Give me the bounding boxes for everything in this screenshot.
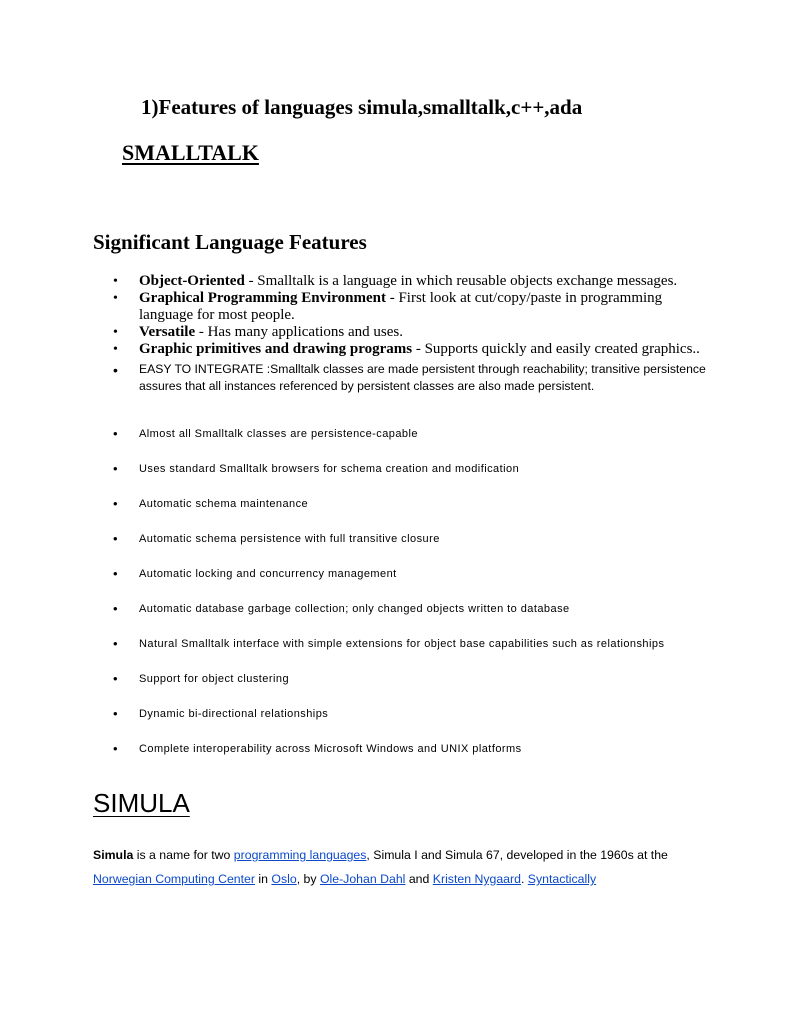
ole-johan-dahl-link[interactable]: Ole-Johan Dahl [319, 872, 406, 886]
kristen-nygaard-link[interactable]: Kristen Nygaard [432, 872, 521, 886]
bullet-icon: • [113, 601, 118, 616]
list-item-text: Automatic schema persistence with full transitive closure [139, 533, 440, 545]
bullet-icon: • [113, 496, 118, 511]
list-item-text: Automatic locking and concurrency management [139, 568, 397, 580]
list-item-text: Uses standard Smalltalk browsers for schema creation and modification [139, 463, 520, 475]
list-item [0, 632, 699, 656]
list-item [0, 273, 709, 290]
bullet-icon: • [113, 566, 118, 581]
feature-term: Versatile [139, 324, 196, 340]
smalltalk-heading: SMALLTALK [122, 140, 259, 165]
list-item [0, 361, 709, 395]
list-item-text: Dynamic bi-directional relationships [139, 708, 329, 720]
persistence-feature-list [0, 422, 791, 772]
paragraph-text: in [255, 872, 272, 886]
norwegian-computing-center-link[interactable]: Norwegian Computing Center [93, 872, 255, 886]
bullet-icon: • [113, 636, 118, 651]
easy-to-integrate-text: EASY TO INTEGRATE :Smalltalk classes are made persistent through reachability; transitive persistence assures that all instances referenced by persistent classes are also made persistent. [139, 362, 706, 393]
list-item [0, 290, 709, 324]
paragraph-text: . [520, 872, 528, 886]
significant-features-heading: Significant Language Features [93, 230, 367, 254]
bullet-icon: • [113, 461, 118, 476]
feature-text: - Has many applications and uses. [195, 324, 403, 340]
feature-term: Graphic primitives and drawing programs [139, 341, 413, 357]
list-item-text: Complete interoperability across Microsoft Windows and UNIX platforms [139, 743, 522, 755]
list-item-text: Natural Smalltalk interface with simple extensions for object base capabilities such as relationships [139, 638, 665, 650]
list-item [0, 324, 709, 341]
list-item [0, 527, 699, 551]
list-item [0, 667, 699, 691]
list-item [0, 562, 699, 586]
syntactically-link[interactable]: Syntactically [527, 872, 597, 886]
oslo-link[interactable]: Oslo [271, 872, 297, 886]
list-item-text: Support for object clustering [139, 673, 290, 685]
programming-languages-link[interactable]: programming languages [233, 848, 367, 862]
simula-heading: SIMULA [93, 788, 190, 818]
bullet-icon: • [113, 741, 118, 756]
list-item [0, 737, 699, 761]
list-item [0, 457, 699, 481]
simula-term: Simula [93, 848, 134, 862]
bullet-icon: • [113, 362, 118, 378]
list-item [0, 341, 709, 358]
bullet-icon: • [113, 426, 118, 441]
list-item-text: Automatic database garbage collection; only changed objects written to database [139, 603, 570, 615]
bullet-icon: • [113, 342, 118, 357]
bullet-icon: • [113, 274, 118, 289]
bullet-icon: • [113, 291, 118, 306]
list-item [0, 422, 699, 446]
list-item-text: Almost all Smalltalk classes are persistence-capable [139, 428, 418, 440]
paragraph-text: , by [296, 872, 320, 886]
simula-paragraph [93, 843, 708, 891]
list-item [0, 597, 699, 621]
list-item [0, 702, 699, 726]
paragraph-text: is a name for two [133, 848, 234, 862]
smalltalk-feature-list [0, 273, 791, 395]
bullet-icon: • [113, 325, 118, 340]
paragraph-text: and [405, 872, 433, 886]
feature-text: - First look at cut/copy/paste in programming language for most people. [139, 290, 663, 323]
bullet-icon: • [113, 671, 118, 686]
bullet-icon: • [113, 531, 118, 546]
bullet-icon: • [113, 706, 118, 721]
list-item [0, 492, 699, 516]
paragraph-text: , Simula I and Simula 67, developed in the 1960s at the [366, 848, 668, 862]
feature-text: - Smalltalk is a language in which reusable objects exchange messages. [244, 273, 678, 289]
feature-text: - Supports quickly and easily created graphics.. [412, 341, 700, 357]
feature-term: Graphical Programming Environment [139, 290, 386, 306]
list-item-text: Automatic schema maintenance [139, 498, 309, 510]
feature-term: Object-Oriented [139, 273, 245, 289]
document-title: 1)Features of languages simula,smalltalk,c++,ada [141, 95, 583, 119]
